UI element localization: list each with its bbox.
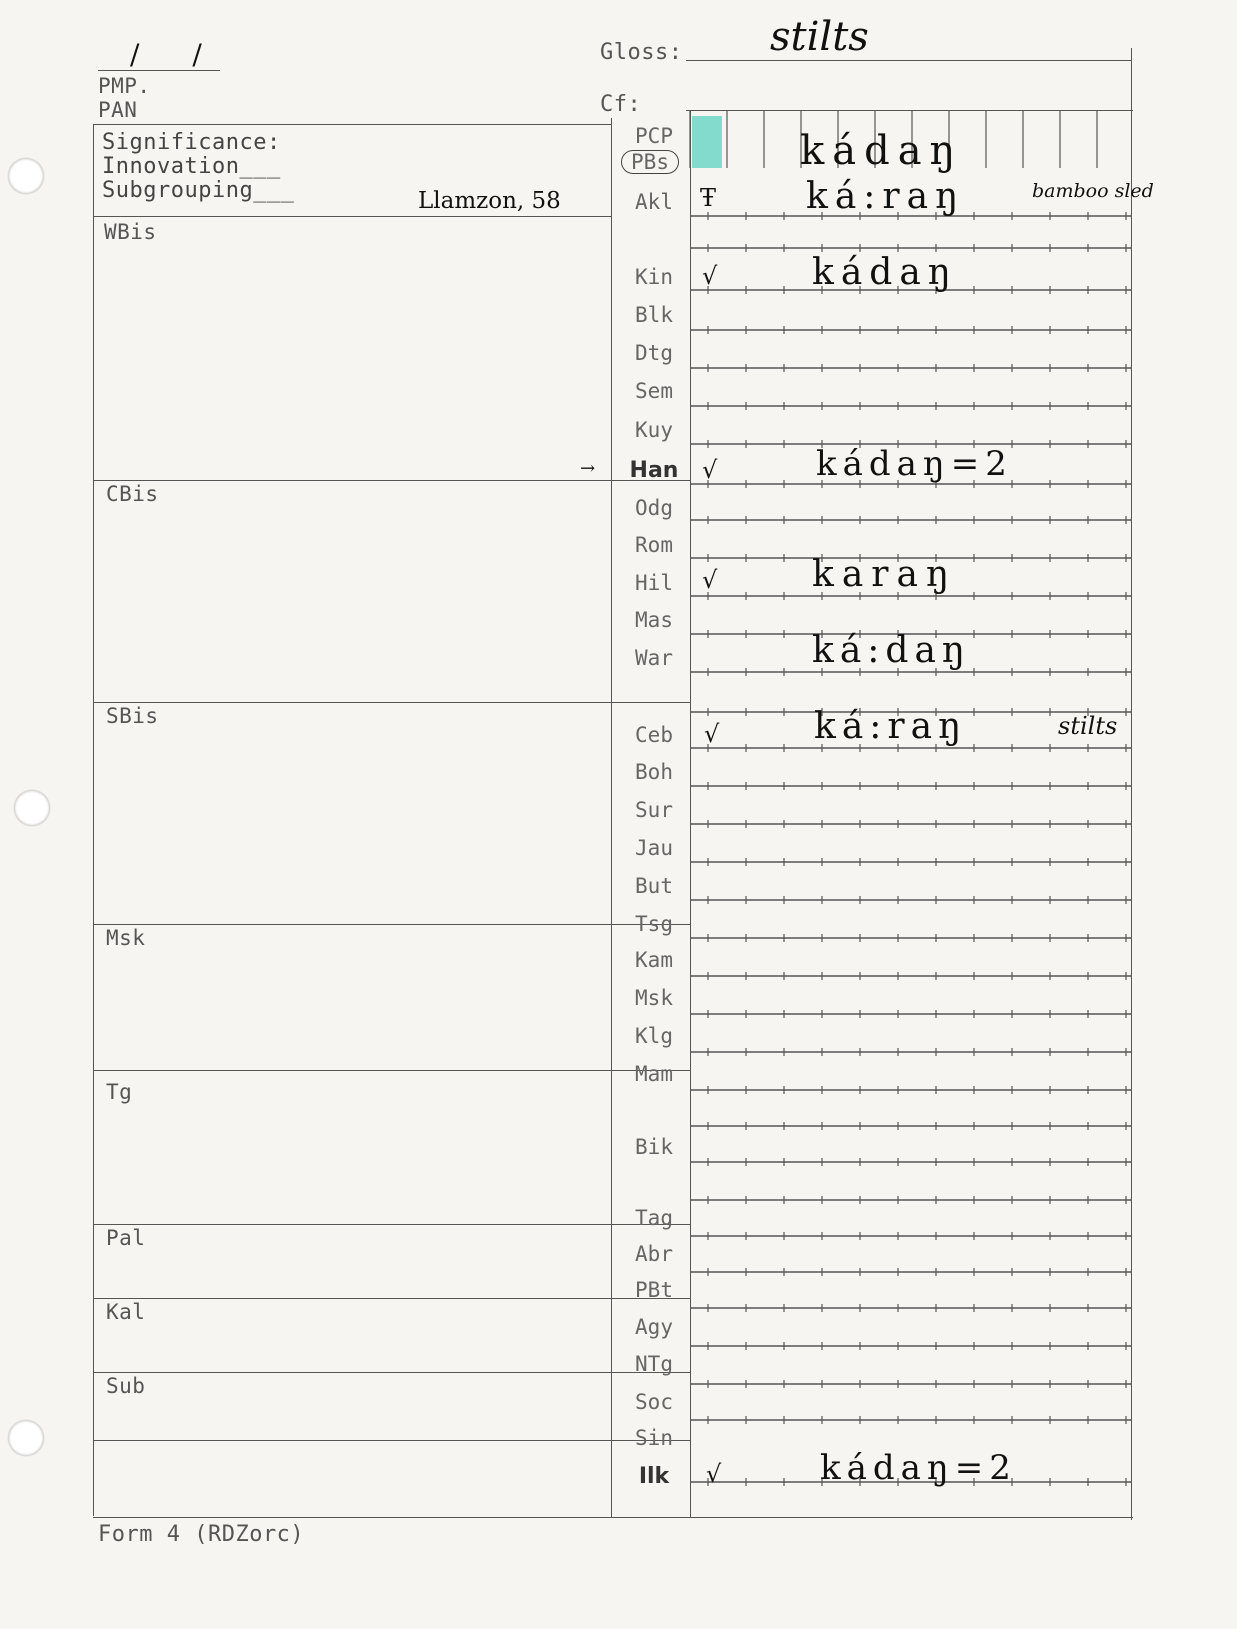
- cf-label: Cf:: [600, 92, 642, 117]
- lang-label-msk: Msk: [635, 986, 673, 1010]
- lang-label-dtg: Dtg: [635, 341, 673, 365]
- date-mark: / /: [130, 38, 224, 71]
- ceb-mark: √: [704, 720, 720, 748]
- pan-label: PAN: [98, 98, 138, 122]
- kin-form: kádaŋ: [812, 252, 958, 293]
- lang-label-kam: Kam: [635, 948, 673, 972]
- group-label-msk: Msk: [106, 926, 146, 950]
- lang-label-pcp: PCP: [635, 124, 673, 148]
- han-mark: √: [702, 456, 718, 484]
- pmp-label: PMP.: [98, 74, 151, 98]
- lang-label-kin: Kin: [635, 265, 673, 289]
- lang-label-jau: Jau: [635, 836, 673, 860]
- lang-label-but: But: [635, 874, 673, 898]
- source-citation: Llamzon, 58: [418, 188, 561, 214]
- lang-label-abr: Abr: [635, 1242, 673, 1266]
- pbs-form: kádaŋ: [800, 128, 964, 174]
- lang-label-odg: Odg: [635, 496, 673, 520]
- lang-label-ilk: Ilk: [638, 1464, 670, 1489]
- lang-label-sur: Sur: [635, 798, 673, 822]
- akl-form: ká:raŋ: [806, 176, 966, 217]
- han-form: kádaŋ=2: [816, 444, 1013, 484]
- lang-label-tag: Tag: [635, 1206, 673, 1230]
- lang-label-kuy: Kuy: [635, 418, 673, 442]
- lang-label-agy: Agy: [635, 1315, 673, 1339]
- lang-label-war: War: [635, 646, 673, 670]
- lang-label-mam: Mam: [635, 1062, 673, 1086]
- lang-label-soc: Soc: [635, 1390, 673, 1414]
- kin-mark: √: [702, 262, 718, 290]
- group-label-tg: Tg: [106, 1080, 133, 1104]
- gloss-value: stilts: [770, 14, 869, 60]
- lang-label-tsg: Tsg: [635, 912, 673, 936]
- lang-label-sin: Sin: [635, 1426, 673, 1450]
- group-label-kal: Kal: [106, 1300, 146, 1324]
- hil-mark: √: [702, 566, 718, 594]
- hil-form: karaŋ: [812, 554, 958, 595]
- akl-note: bamboo sled: [1032, 180, 1154, 202]
- innovation-label: Innovation___: [102, 154, 281, 179]
- subgrouping-label: Subgrouping___: [102, 178, 295, 203]
- pcp-highlight-rect: [692, 116, 722, 168]
- ilk-mark: √: [706, 1460, 722, 1488]
- ceb-note: stilts: [1058, 712, 1118, 740]
- lang-label-pbt: PBt: [635, 1278, 673, 1302]
- significance-title: Significance:: [102, 130, 281, 155]
- lang-label-klg: Klg: [635, 1024, 673, 1048]
- akl-mark: Ŧ: [700, 184, 717, 212]
- lang-label-ceb: Ceb: [635, 723, 673, 747]
- lang-label-sem: Sem: [635, 379, 673, 403]
- lang-label-mas: Mas: [635, 608, 673, 632]
- lang-label-boh: Boh: [635, 760, 673, 784]
- lang-label-han: Han: [629, 458, 679, 483]
- ilk-form: kádaŋ=2: [820, 1448, 1017, 1488]
- lang-label-akl: Akl: [635, 190, 673, 214]
- han-arrow: →: [580, 458, 596, 479]
- group-label-sbis: SBis: [106, 704, 159, 728]
- ceb-form: ká:raŋ: [814, 706, 968, 747]
- group-label-sub: Sub: [106, 1374, 146, 1398]
- lang-label-blk: Blk: [635, 303, 673, 327]
- lang-label-bik: Bik: [635, 1135, 673, 1159]
- lang-label-rom: Rom: [635, 533, 673, 557]
- war-form: ká:daŋ: [812, 630, 972, 671]
- form-label: Form 4 (RDZorc): [98, 1522, 305, 1547]
- lang-label-ntg: NTg: [635, 1352, 673, 1376]
- lang-label-pbs: PBs: [621, 150, 679, 174]
- group-label-pal: Pal: [106, 1226, 146, 1250]
- lang-label-hil: Hil: [635, 571, 673, 595]
- group-label-wbis: WBis: [104, 220, 157, 244]
- gloss-label: Gloss:: [600, 40, 683, 65]
- group-label-cbis: CBis: [106, 482, 159, 506]
